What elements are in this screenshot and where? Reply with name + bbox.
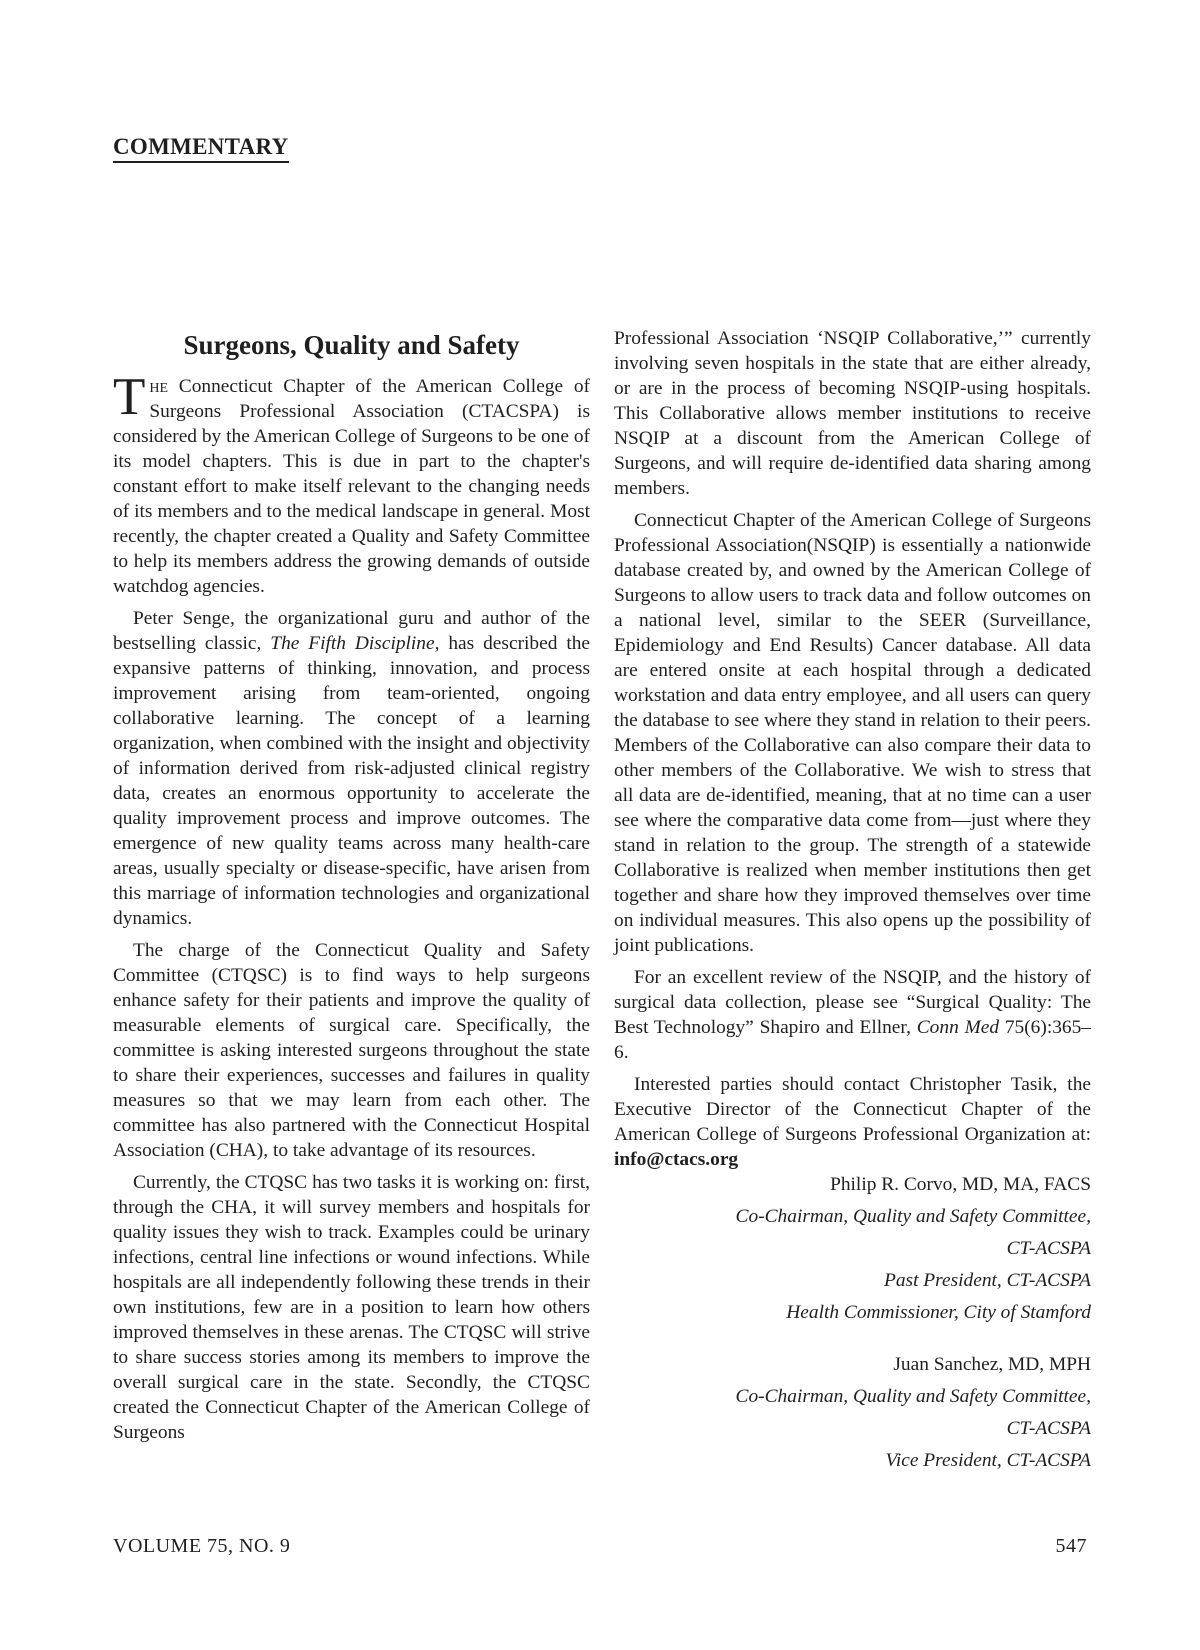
left-column [113,328,590,1452]
contact-email[interactable]: info@ctacs.org [614,1149,739,1170]
signature-role: Past President, CT-ACSPA [883,1270,1091,1291]
signature-block-2 [614,1352,1091,1473]
book-title: The Fifth Discipline [270,633,435,654]
paragraph-5: Connecticut Chapter of the American College of Surgeons Professional Association(NSQIP) is essentially a nationwide database created by, and owned by the American College of Surgeons to allow users to track data and follow outcomes on a national level, similar to the SEER (Surveillance, Epidemiology and End Results) Cancer database. All data are entered onsite at each hospital through a dedicated workstation and data entry employee, and all users can query the database to see where they stand in relation to their peers. Members of the Collaborative can also compare their data to other members of the Collaborative. We wish to stress that all data are de-identified, meaning, that at no time can a user see where the comparative data come from—just where they stand in relation to the group. The strength of a statewide Collaborative is realized when member institutions then get together and share how they improved themselves over time on individual measures. This also opens up the possibility of joint publications. [614,510,1091,956]
paragraph-3: The charge of the Connecticut Quality and Safety Committee (CTQSC) is to find ways to help surgeons enhance safety for their patients and improve the quality of measurable elements of surgical care. Specifically, the committee is asking interested surgeons throughout the state to share their experiences, successes and failures in quality measures so that we may learn from each other. The committee has also partnered with the Connecticut Hospital Association (CHA), to take advantage of its resources. [113,940,590,1161]
signature-role: Health Commissioner, City of Stamford [786,1302,1091,1323]
signature-role: Co-Chairman, Quality and Safety Committee, [735,1206,1091,1227]
article-title: Surgeons, Quality and Safety [183,330,520,360]
paragraph-7 [614,1072,1091,1172]
paragraph-6 [614,965,1091,1065]
paragraph-4-continued: Professional Association ‘NSQIP Collaborative,’” currently involving seven hospitals in the state that are either already, or are in the process of becoming NSQIP-using hospitals. This Collaborative allows member institutions to receive NSQIP at a discount from the American College of Surgeons, and will require de-identified data sharing among members. [614,328,1091,499]
paragraph-1-smallcaps: he [149,376,169,397]
signature-name: Juan Sanchez, MD, MPH [893,1354,1091,1375]
paragraph-6-text-b: 75(6):365–6. [614,1017,1091,1063]
footer-volume: VOLUME 75, NO. 9 [113,1535,291,1557]
paragraph-6-text-a: For an excellent review of the NSQIP, and the history of surgical data collection, please see “Surgical Quality: The Best Technology” Shapiro and Ellner, [614,967,1091,1038]
paragraph-2 [113,606,590,931]
footer-page-number: 547 [1055,1535,1087,1557]
signature-role: CT-ACSPA [1006,1238,1091,1259]
signature-block-1 [614,1172,1091,1325]
journal-name: Conn Med [916,1017,1000,1038]
section-label: COMMENTARY [113,134,289,163]
right-column [614,326,1091,1480]
paragraph-7-text: Interested parties should contact Christopher Tasik, the Executive Director of the Connecticut Chapter of the American College of Surgeons Professional Organization at: [614,1074,1091,1145]
signature-role: Co-Chairman, Quality and Safety Committee, [735,1386,1091,1407]
signature-role: CT-ACSPA [1006,1418,1091,1439]
signature-name: Philip R. Corvo, MD, MA, FACS [830,1174,1091,1195]
dropcap: T [113,368,146,426]
paragraph-1-text: Connecticut Chapter of the American College of Surgeons Professional Association (CTACSPA) is considered by the American College of Surgeons to be one of its model chapters. This is due in part to the chapter's constant effort to make itself relevant to the changing needs of its members and to the medical landscape in general. Most recently, the chapter created a Quality and Safety Committee to help its members address the growing demands of outside watchdog agencies. [113,376,590,597]
signature-role: Vice President, CT-ACSPA [885,1450,1091,1471]
paragraph-4: Currently, the CTQSC has two tasks it is working on: first, through the CHA, it will survey members and hospitals for quality issues they wish to track. Examples could be urinary infections, central line infections or wound infections. While hospitals are all independently following these trends in their own institutions, few are in a position to learn how others improved themselves in these arenas. The CTQSC will strive to share success stories among its members to improve the overall surgical care in the state. Secondly, the CTQSC created the Connecticut Chapter of the American College of Surgeons [113,1172,590,1443]
paragraph-2-text-b: , has described the expansive patterns of thinking, innovation, and process improvement arising from team-oriented, ongoing collaborative learning. The concept of a learning organization, when combined with the insight and objectivity of information derived from risk-adjusted clinical registry data, creates an enormous opportunity to accelerate the quality improvement process and improve outcomes. The emergence of new quality teams across many health-care areas, usually specialty or disease-specific, have arisen from this marriage of information technologies and organizational dynamics. [113,633,591,929]
paragraph-1 [113,368,590,599]
paragraph-2-text-a: Peter Senge, the organizational guru and author of the bestselling classic, [113,608,590,654]
